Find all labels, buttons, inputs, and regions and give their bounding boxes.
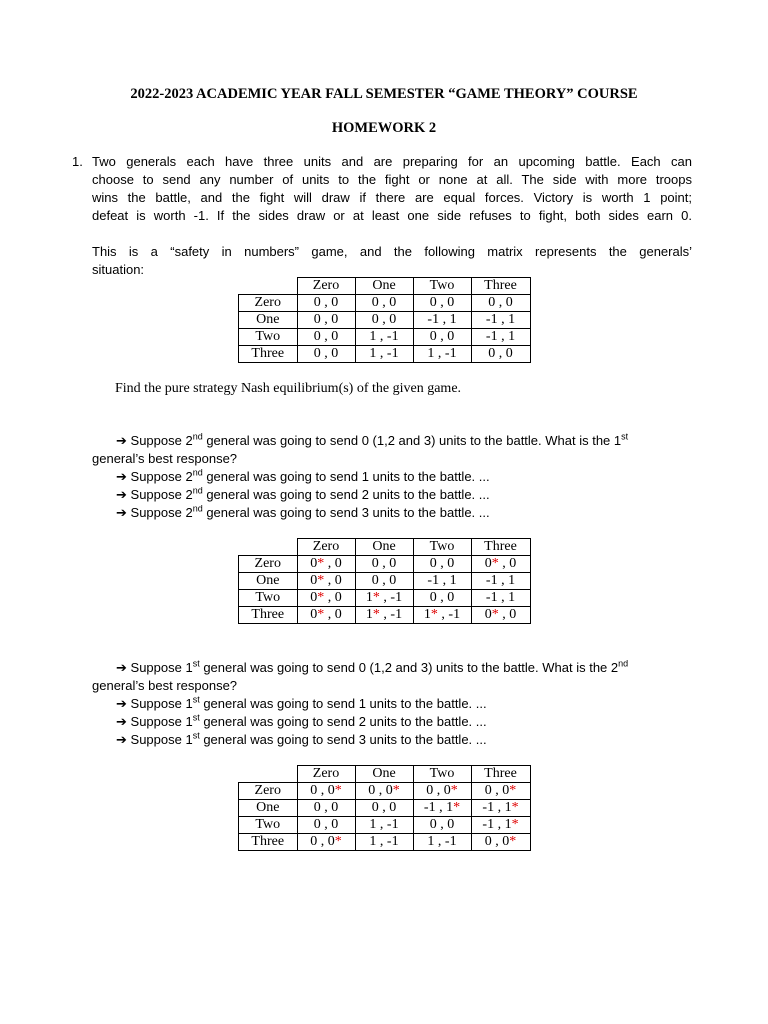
matrix-cell: 0 , 0	[297, 329, 355, 346]
matrix-cell	[297, 573, 355, 590]
sentence-part: Suppose 1	[126, 714, 193, 729]
column-header: Zero	[297, 278, 355, 295]
sentence-continuation: general’s best response?	[92, 451, 238, 466]
sentence-part: Suppose 2	[126, 487, 193, 502]
arrow-icon: ➔	[116, 488, 127, 503]
sentence-part: general was going to send 1 units to the battle. ...	[202, 469, 490, 484]
best-response-star: *	[509, 834, 517, 849]
column-header: One	[355, 766, 413, 783]
row-header: Two	[239, 817, 298, 834]
payoff-matrix-player1-best-response	[238, 538, 531, 624]
cell-value: , 0	[324, 556, 342, 571]
best-response-star: *	[511, 800, 519, 815]
cell-value: -1 , 1	[427, 573, 457, 588]
cell-value: 0 , 0	[313, 800, 339, 815]
sentence-part: general was going to send 2 units to the battle. ...	[202, 487, 490, 502]
matrix-cell: 0 , 0	[355, 295, 413, 312]
ordinal-suffix: st	[192, 712, 200, 723]
best-response-star: *	[491, 556, 499, 571]
column-header: Zero	[297, 766, 355, 783]
column-header: Two	[413, 766, 471, 783]
column-header: Three	[471, 539, 530, 556]
question-line: wins the battle, and the fight will draw if there are equal forces. Victory is worth 1 point;	[92, 190, 692, 205]
matrix-corner	[239, 766, 298, 783]
matrix-cell	[297, 556, 355, 573]
matrix-cell: 0 , 0	[355, 312, 413, 329]
row-header: Zero	[239, 556, 298, 573]
sentence-part: Suppose 2	[126, 469, 193, 484]
sentence-part: general was going to send 1 units to the battle. ...	[199, 696, 487, 711]
cell-value: 0 , 0	[371, 573, 397, 588]
row-header: Two	[239, 590, 298, 607]
best-response-star: *	[372, 607, 380, 622]
cell-value: 0	[310, 590, 318, 605]
sentence-part: Suppose 1	[126, 660, 193, 675]
sentence-part: Suppose 2	[126, 433, 193, 448]
best-response-question-2	[116, 659, 628, 678]
ordinal-suffix: nd	[618, 658, 629, 669]
cell-value: -1 , 1	[485, 573, 516, 588]
ordinal-suffix: st	[621, 431, 629, 442]
matrix-cell	[297, 817, 355, 834]
matrix-cell	[413, 590, 471, 607]
cell-value: 0 , 0	[310, 834, 335, 849]
matrix-cell: -1 , 1	[471, 329, 530, 346]
sentence-part: Suppose 1	[126, 696, 193, 711]
cell-value: -1 , 1	[482, 817, 512, 832]
arrow-icon: ➔	[116, 715, 127, 730]
matrix-cell: 0 , 0	[297, 295, 355, 312]
arrow-icon: ➔	[116, 470, 127, 485]
best-response-item	[116, 713, 487, 732]
cell-value: , 0	[498, 556, 517, 571]
cell-value: 0	[484, 556, 492, 571]
best-response-item	[116, 504, 490, 523]
payoff-matrix-original	[238, 277, 531, 363]
sentence-continuation: general’s best response?	[92, 678, 238, 693]
cell-value: 0	[310, 573, 318, 588]
ordinal-suffix: st	[192, 658, 200, 669]
cell-value: -1 , 1	[482, 800, 512, 815]
column-header: Three	[471, 766, 530, 783]
cell-value: 1 , -1	[369, 817, 399, 832]
matrix-cell: -1 , 1	[413, 312, 471, 329]
matrix-cell: 0 , 0	[471, 346, 530, 363]
best-response-star: *	[317, 607, 325, 622]
row-header: One	[239, 573, 298, 590]
cell-value: , -1	[437, 607, 461, 622]
best-response-star: *	[317, 573, 325, 588]
matrix-cell	[413, 783, 471, 800]
matrix-cell: 0 , 0	[413, 329, 471, 346]
best-response-item	[116, 486, 490, 505]
best-response-star: *	[317, 590, 325, 605]
matrix-cell	[471, 556, 530, 573]
matrix-cell	[297, 607, 355, 624]
cell-value: 0 , 0	[484, 834, 510, 849]
best-response-star: *	[317, 556, 325, 571]
payoff-matrix-player2-best-response	[238, 765, 531, 851]
best-response-item	[116, 468, 490, 487]
row-header: Three	[239, 346, 298, 363]
arrow-icon: ➔	[116, 506, 127, 521]
matrix-cell: 0 , 0	[297, 312, 355, 329]
sentence-part: general was going to send 3 units to the battle. ...	[199, 732, 487, 747]
matrix-cell	[355, 834, 413, 851]
matrix-cell	[355, 573, 413, 590]
matrix-cell	[297, 800, 355, 817]
ordinal-suffix: st	[192, 730, 200, 741]
matrix-cell: 1 , -1	[413, 346, 471, 363]
row-header: Zero	[239, 783, 298, 800]
best-response-star: *	[430, 607, 438, 622]
question-line: defeat is worth -1. If the sides draw or at least one side refuses to fight, both sides earn 0.	[92, 208, 692, 223]
matrix-cell	[413, 607, 471, 624]
row-header: Two	[239, 329, 298, 346]
cell-value: 0	[310, 607, 318, 622]
matrix-cell	[471, 590, 530, 607]
best-response-star: *	[509, 783, 517, 798]
sentence-part: general was going to send 0 (1,2 and 3) units to the battle. What is the 1	[202, 433, 622, 448]
matrix-cell: 0 , 0	[297, 346, 355, 363]
cell-value: 1 , -1	[427, 834, 457, 849]
cell-value: 0 , 0	[310, 783, 335, 798]
cell-value: 1	[365, 590, 373, 605]
best-response-star: *	[334, 783, 342, 798]
cell-value: , 0	[324, 573, 342, 588]
ordinal-suffix: nd	[192, 503, 203, 514]
cell-value: 0 , 0	[429, 556, 455, 571]
cell-value: 0 , 0	[371, 556, 397, 571]
cell-value: 1	[423, 607, 431, 622]
cell-value: , 0	[498, 607, 517, 622]
matrix-cell	[471, 783, 530, 800]
sentence-part: general was going to send 3 units to the battle. ...	[202, 505, 490, 520]
matrix-cell: 0 , 0	[413, 295, 471, 312]
cell-value: -1 , 1	[485, 590, 516, 605]
matrix-cell	[413, 817, 471, 834]
matrix-cell	[355, 590, 413, 607]
intro-text	[92, 243, 692, 279]
question-text	[72, 153, 692, 225]
column-header: Three	[471, 278, 530, 295]
matrix-cell	[355, 817, 413, 834]
row-header: One	[239, 800, 298, 817]
cell-value: -1 , 1	[423, 800, 454, 815]
cell-value: , 0	[324, 590, 342, 605]
best-response-star: *	[511, 817, 519, 832]
row-header: Zero	[239, 295, 298, 312]
matrix-cell	[471, 800, 530, 817]
cell-value: 0 , 0	[484, 783, 510, 798]
arrow-icon: ➔	[116, 661, 127, 676]
sentence-part: Suppose 2	[126, 505, 193, 520]
best-response-star: *	[453, 800, 461, 815]
best-response-item	[116, 695, 487, 714]
matrix-cell: 1 , -1	[355, 329, 413, 346]
matrix-cell	[297, 590, 355, 607]
document-title: 2022-2023 ACADEMIC YEAR FALL SEMESTER “GAME THEORY” COURSE	[130, 86, 638, 102]
matrix-cell	[413, 556, 471, 573]
cell-value: , 0	[324, 607, 342, 622]
cell-value: 0	[310, 556, 318, 571]
cell-value: 0 , 0	[368, 783, 393, 798]
cell-value: 0 , 0	[429, 817, 455, 832]
cell-value: 0 , 0	[313, 817, 339, 832]
column-header: One	[355, 278, 413, 295]
matrix-cell: 0 , 0	[471, 295, 530, 312]
matrix-cell: -1 , 1	[471, 312, 530, 329]
ordinal-suffix: st	[192, 694, 200, 705]
cell-value: , -1	[379, 590, 403, 605]
cell-value: 1 , -1	[369, 834, 399, 849]
question-line: choose to send any number of units to the fight or none at all. The side with more troops	[92, 172, 692, 187]
arrow-icon: ➔	[116, 697, 127, 712]
cell-value: 0 , 0	[429, 590, 455, 605]
best-response-item	[116, 731, 487, 750]
matrix-cell	[413, 573, 471, 590]
question-line: Two generals each have three units and are preparing for an upcoming battle. Each can	[92, 154, 692, 169]
intro-line: situation:	[92, 262, 145, 277]
matrix-corner	[239, 278, 298, 295]
row-header: One	[239, 312, 298, 329]
best-response-star: *	[334, 834, 342, 849]
arrow-icon: ➔	[116, 434, 127, 449]
matrix-cell: 1 , -1	[355, 346, 413, 363]
ordinal-suffix: nd	[192, 431, 203, 442]
matrix-cell	[471, 573, 530, 590]
best-response-star: *	[491, 607, 499, 622]
cell-value: 0 , 0	[371, 800, 397, 815]
matrix-cell	[297, 783, 355, 800]
arrow-icon: ➔	[116, 733, 127, 748]
ordinal-suffix: nd	[192, 467, 203, 478]
best-response-question-1	[116, 432, 628, 451]
sentence-part: general was going to send 2 units to the battle. ...	[199, 714, 487, 729]
row-header: Three	[239, 834, 298, 851]
matrix-cell	[413, 800, 471, 817]
column-header: One	[355, 539, 413, 556]
column-header: Two	[413, 539, 471, 556]
matrix-cell	[471, 607, 530, 624]
cell-value: 1	[365, 607, 373, 622]
best-response-star: *	[372, 590, 380, 605]
matrix-corner	[239, 539, 298, 556]
row-header: Three	[239, 607, 298, 624]
ordinal-suffix: nd	[192, 485, 203, 496]
sentence-part: Suppose 1	[126, 732, 193, 747]
question-number: 1.	[72, 154, 83, 169]
matrix-cell	[355, 783, 413, 800]
cell-value: 0 , 0	[426, 783, 451, 798]
matrix-cell	[355, 800, 413, 817]
cell-value: 0	[484, 607, 492, 622]
cell-value: , -1	[379, 607, 403, 622]
matrix-cell	[471, 834, 530, 851]
document-subtitle: HOMEWORK 2	[331, 120, 437, 136]
matrix-cell	[471, 817, 530, 834]
matrix-cell	[355, 607, 413, 624]
column-header: Two	[413, 278, 471, 295]
matrix-cell	[355, 556, 413, 573]
intro-line: This is a “safety in numbers” game, and the following matrix represents the generals’	[92, 244, 692, 259]
column-header: Zero	[297, 539, 355, 556]
matrix-cell	[297, 834, 355, 851]
best-response-star: *	[450, 783, 458, 798]
sentence-part: general was going to send 0 (1,2 and 3) units to the battle. What is the 2	[199, 660, 619, 675]
task-text: Find the pure strategy Nash equilibrium(s) of the given game.	[115, 381, 462, 396]
matrix-cell	[413, 834, 471, 851]
best-response-star: *	[392, 783, 400, 798]
